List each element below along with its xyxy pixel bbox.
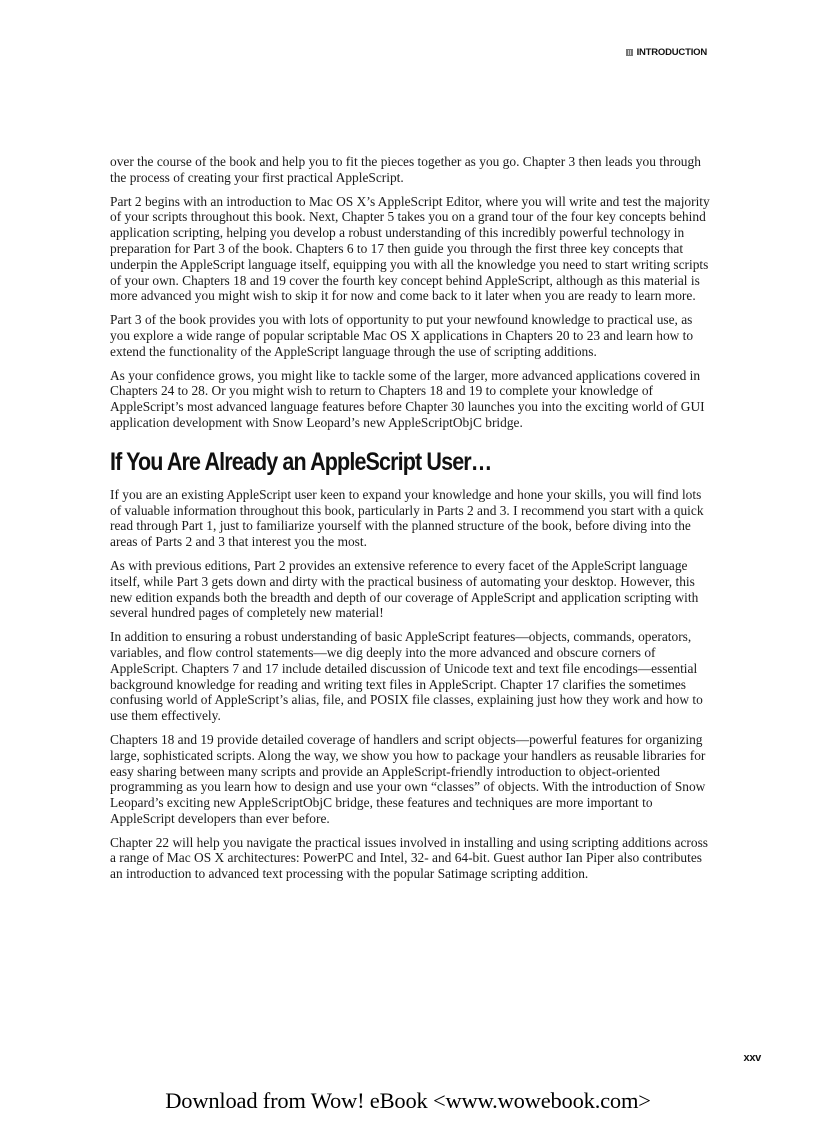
paragraph: As with previous editions, Part 2 provides an extensive reference to every facet of the AppleScript language itself, while Part 3 gets down and dirty with the practical business of automating your desktop. However, this new edition expands both the breadth and depth of our coverage of AppleScript and application scripting with several hundred pages of completely new material! bbox=[110, 557, 699, 621]
body-text bbox=[110, 154, 710, 890]
download-banner: Download from Wow! eBook <www.wowebook.com> bbox=[165, 1088, 651, 1113]
paragraph: In addition to ensuring a robust understanding of basic AppleScript features—objects, commands, operators, variables, and flow control statements—we dig deeply into the more advanced and obscure corners of AppleScript. Chapters 7 and 17 include detailed discussion of Unicode text and text file encodings—essential background knowledge for reading and writing text files in AppleScript. Chapter 17 clarifies the sometimes confusing world of AppleScript’s alias, file, and POSIX file classes, explaining just how they work and how to use them effectively. bbox=[110, 629, 703, 724]
square-icon bbox=[626, 49, 633, 56]
paragraph: Part 2 begins with an introduction to Mac OS X’s AppleScript Editor, where you will write and test the majority of your scripts throughout this book. Next, Chapter 5 takes you on a grand tour of the four key concepts behind application scripting, helping you develop a robust understanding of this incredibly powerful technology in preparation for Part 3 of the book. Chapters 6 to 17 then guide you through the first three key concepts that underpin the AppleScript language itself, equipping you with all the knowledge you need to start writing scripts of your own. Chapters 18 and 19 cover the fourth key concept behind AppleScript, although as this material is more advanced you might wish to skip it for now and come back to it later when you are ready to learn more. bbox=[110, 193, 710, 304]
page-number: xxv bbox=[743, 1052, 761, 1064]
paragraph: As your confidence grows, you might like to tackle some of the larger, more advanced applications covered in Chapters 24 to 28. Or you might wish to return to Chapters 18 and 19 to complete your knowledge of AppleScript’s most advanced language features before Chapter 30 launches you into the exciting world of GUI application development with Snow Leopard’s new AppleScriptObjC bridge. bbox=[110, 367, 705, 430]
paragraph: If you are an existing AppleScript user keen to expand your knowledge and hone your skills, you will find lots of valuable information throughout this book, particularly in Parts 2 and 3. I recommend you start with a quick read through Part 1, just to familiarize yourself with the planned structure of the book, before diving into the areas of Parts 2 and 3 that interest you the most. bbox=[110, 486, 704, 550]
paragraph: Chapters 18 and 19 provide detailed coverage of handlers and script objects—powerful features for organizing large, sophisticated scripts. Along the way, we show you how to package your handlers as reusable libraries for easy sharing between many scripts and provide an AppleScript-friendly introduction to object-oriented programming as you learn how to design and use your own “classes” of objects. With the introduction of Snow Leopard’s exciting new AppleScriptObjC bridge, these features and techniques are more important to AppleScript developers than ever before. bbox=[110, 731, 706, 826]
section-heading: If You Are Already an AppleScript User… bbox=[110, 447, 492, 476]
running-head-label: INTRODUCTION bbox=[636, 47, 707, 58]
paragraph: Chapter 22 will help you navigate the practical issues involved in installing and using scripting additions across a range of Mac OS X architectures: PowerPC and Intel, 32- and 64-bit. Guest author Ian Piper also contributes an introduction to advanced text processing with the popular Satimage scripting addition. bbox=[110, 834, 709, 882]
running-head bbox=[626, 47, 707, 58]
paragraph: over the course of the book and help you to fit the pieces together as you go. Chapter 3 then leads you through the process of creating your first practical AppleScript. bbox=[110, 154, 701, 185]
paragraph: Part 3 of the book provides you with lots of opportunity to put your newfound knowledge to practical use, as you explore a wide range of popular scriptable Mac OS X applications in Chapters 20 to 23 and learn how to extend the functionality of the AppleScript language through the use of scripting additions. bbox=[110, 312, 694, 359]
